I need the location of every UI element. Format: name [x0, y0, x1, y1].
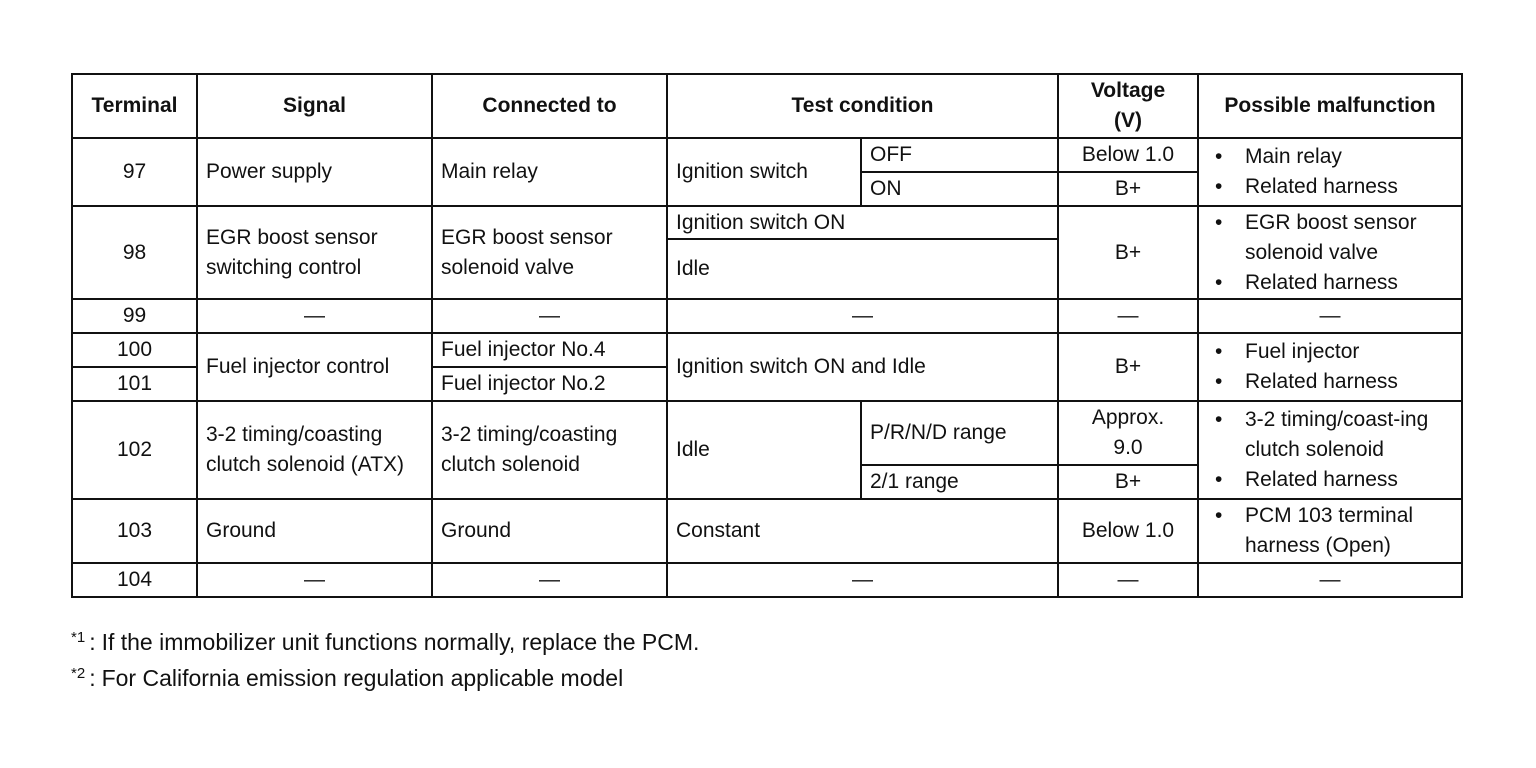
footnote-mark: *2 [71, 665, 86, 682]
footnote-text: If the immobilizer unit functions normally, replace the PCM. [101, 629, 700, 655]
voltage-label: Approx. [1091, 406, 1165, 429]
test-condition-cell: Ignition switch ON and Idle [667, 333, 1058, 401]
header-terminal: Terminal [72, 74, 197, 138]
footnote-separator: : [89, 665, 96, 691]
signal-cell: — [197, 563, 432, 597]
header-possible-malfunction: Possible malfunction [1198, 74, 1462, 138]
terminal-cell: 104 [72, 563, 197, 597]
table-row [72, 206, 1462, 239]
test-subcondition-cell: 2/1 range [861, 465, 1058, 499]
header-voltage [1058, 74, 1198, 138]
pcm-terminal-table [71, 73, 1463, 598]
test-condition-cell: Idle [667, 239, 1058, 299]
table-row [72, 138, 1462, 172]
malfunction-cell [1198, 401, 1462, 499]
malfunction-cell [1198, 499, 1462, 563]
header-connected-to: Connected to [432, 74, 667, 138]
connected-to-cell: Fuel injector No.2 [432, 367, 667, 401]
test-condition-cell: Ignition switch [667, 138, 861, 206]
connected-to-cell: — [432, 563, 667, 597]
signal-cell: — [197, 299, 432, 333]
voltage-cell: Below 1.0 [1058, 138, 1198, 172]
voltage-cell: B+ [1058, 206, 1198, 299]
header-test-condition: Test condition [667, 74, 1058, 138]
voltage-cell: — [1058, 299, 1198, 333]
malfunction-cell [1198, 333, 1462, 401]
malfunction-item: • Related harness [1207, 172, 1453, 202]
malfunction-item: • Fuel injector [1207, 337, 1453, 367]
malfunction-item: • Related harness [1207, 465, 1453, 495]
test-condition-cell: — [667, 563, 1058, 597]
connected-to-cell: Fuel injector No.4 [432, 333, 667, 367]
malfunction-cell [1198, 138, 1462, 206]
footnote-text: For California emission regulation applicable model [101, 665, 624, 691]
voltage-cell: B+ [1058, 172, 1198, 206]
header-signal: Signal [197, 74, 432, 138]
test-subcondition-cell: P/R/N/D range [861, 401, 1058, 465]
connected-to-cell: Ground [432, 499, 667, 563]
terminal-cell: 99 [72, 299, 197, 333]
table-row [72, 401, 1462, 465]
connected-to-cell: — [432, 299, 667, 333]
malfunction-cell: — [1198, 563, 1462, 597]
signal-cell: Fuel injector control [197, 333, 432, 401]
voltage-cell: — [1058, 563, 1198, 597]
signal-cell: Ground [197, 499, 432, 563]
malfunction-cell: — [1198, 299, 1462, 333]
test-subcondition-cell: OFF [861, 138, 1058, 172]
voltage-value: 9.0 [1113, 436, 1143, 459]
voltage-cell: B+ [1058, 465, 1198, 499]
footnote-separator: : [89, 629, 96, 655]
voltage-cell [1058, 401, 1198, 465]
terminal-cell: 100 [72, 333, 197, 367]
footnote-mark: *1 [71, 629, 86, 646]
terminal-cell: 103 [72, 499, 197, 563]
footnote [71, 626, 699, 662]
table-row [72, 499, 1462, 563]
footnote [71, 662, 699, 698]
malfunction-item: • Main relay [1207, 142, 1453, 172]
terminal-cell: 101 [72, 367, 197, 401]
terminal-cell: 98 [72, 206, 197, 299]
test-condition-cell: — [667, 299, 1058, 333]
header-voltage-label: Voltage [1090, 79, 1166, 102]
malfunction-cell [1198, 206, 1462, 299]
table-row [72, 299, 1462, 333]
header-row [72, 74, 1462, 138]
malfunction-item: • 3-2 timing/coast-ing clutch solenoid [1207, 405, 1453, 465]
terminal-cell: 97 [72, 138, 197, 206]
table-row [72, 563, 1462, 597]
malfunction-item: • PCM 103 terminal harness (Open) [1207, 501, 1453, 561]
terminal-cell: 102 [72, 401, 197, 499]
malfunction-item: • EGR boost sensor solenoid valve [1207, 208, 1453, 268]
malfunction-item: • Related harness [1207, 268, 1453, 298]
test-condition-cell: Idle [667, 401, 861, 499]
test-condition-cell: Constant [667, 499, 1058, 563]
signal-cell: Power supply [197, 138, 432, 206]
header-voltage-unit: (V) [1114, 109, 1142, 132]
signal-cell: EGR boost sensor switching control [197, 206, 432, 299]
connected-to-cell: 3-2 timing/coasting clutch solenoid [432, 401, 667, 499]
table-row [72, 333, 1462, 367]
voltage-cell: B+ [1058, 333, 1198, 401]
test-subcondition-cell: ON [861, 172, 1058, 206]
footnotes [71, 626, 699, 698]
signal-cell: 3-2 timing/coasting clutch solenoid (ATX) [197, 401, 432, 499]
connected-to-cell: Main relay [432, 138, 667, 206]
voltage-cell: Below 1.0 [1058, 499, 1198, 563]
connected-to-cell: EGR boost sensor solenoid valve [432, 206, 667, 299]
malfunction-item: • Related harness [1207, 367, 1453, 397]
test-condition-cell: Ignition switch ON [667, 206, 1058, 239]
